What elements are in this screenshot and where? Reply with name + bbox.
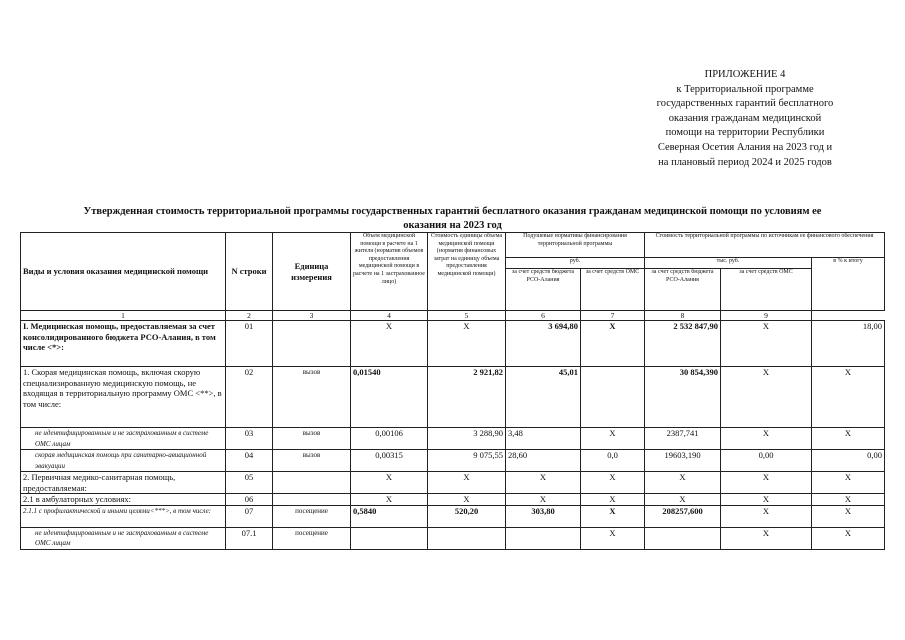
- header-thous-rub: тыс. руб.: [645, 258, 812, 269]
- table-row: [21, 505, 885, 527]
- row-total-oms: X: [721, 367, 812, 428]
- row-volume: 0,00106: [351, 428, 428, 450]
- cost-table: [20, 232, 885, 550]
- row-unit-cost: X: [428, 472, 506, 494]
- row-total-budget: X: [645, 472, 721, 494]
- header-cost: Стоимость территориальной программы по источникам ее финансового обеспечения: [645, 233, 885, 258]
- appendix-line: Северная Осетия Алания на 2023 год и: [657, 141, 833, 153]
- row-oms: X: [581, 472, 645, 494]
- row-total-oms: X: [721, 321, 812, 367]
- row-unit: вызов: [273, 367, 351, 428]
- row-budget: [506, 527, 581, 549]
- row-total-budget: 19603,190: [645, 450, 721, 472]
- row-percent: X: [812, 527, 885, 549]
- row-name: 2.1.1 с профилактической и иными целями<***>, в том числе:: [21, 505, 226, 527]
- document-title: [20, 205, 885, 233]
- appendix-line: государственных гарантий бесплатного: [656, 98, 834, 110]
- col-number: 5: [428, 311, 506, 321]
- row-total-oms: X: [721, 494, 812, 506]
- row-total-budget: [645, 527, 721, 549]
- row-total-budget: X: [645, 494, 721, 506]
- row-unit: посещение: [273, 527, 351, 549]
- row-volume: X: [351, 321, 428, 367]
- appendix-line: оказания гражданам медицинской: [668, 112, 822, 124]
- row-budget: 28,60: [506, 450, 581, 472]
- table-row: [21, 428, 885, 450]
- row-oms: [581, 367, 645, 428]
- row-unit-cost: X: [428, 494, 506, 506]
- row-oms: X: [581, 505, 645, 527]
- col-number: 9: [721, 311, 812, 321]
- appendix-line: к Территориальной программе: [676, 83, 814, 95]
- row-total-oms: X: [721, 505, 812, 527]
- col-number: 4: [351, 311, 428, 321]
- header-budget-total: за счет средств бюджета РСО-Алания: [645, 269, 721, 311]
- col-number: 6: [506, 311, 581, 321]
- header-row-no: N строки: [226, 233, 273, 311]
- row-budget: 45,01: [506, 367, 581, 428]
- row-budget: X: [506, 472, 581, 494]
- row-oms: X: [581, 321, 645, 367]
- row-total-budget: 2 532 847,90: [645, 321, 721, 367]
- row-percent: X: [812, 505, 885, 527]
- row-name: I. Медицинская помощь, предоставляемая за счет консолидированного бюджета РСО-Алания, в том числе <*>:: [21, 321, 226, 367]
- row-budget: X: [506, 494, 581, 506]
- table-row: [21, 367, 885, 428]
- row-budget: 3 694,80: [506, 321, 581, 367]
- row-total-budget: 2387,741: [645, 428, 721, 450]
- appendix-line: на плановый период 2024 и 2025 годов: [658, 156, 832, 168]
- appendix-line: помощи на территории Республики: [665, 127, 825, 139]
- row-oms: X: [581, 428, 645, 450]
- row-budget: 3,48: [506, 428, 581, 450]
- row-budget: 303,80: [506, 505, 581, 527]
- row-no: 05: [226, 472, 273, 494]
- row-no: 07.1: [226, 527, 273, 549]
- header-budget: за счет средств бюджета РСО-Алания: [506, 269, 581, 311]
- col-number: 3: [273, 311, 351, 321]
- row-unit: [273, 494, 351, 506]
- row-volume: X: [351, 494, 428, 506]
- row-percent: 18,00: [812, 321, 885, 367]
- row-volume: 0,01540: [351, 367, 428, 428]
- row-unit-cost: 520,20: [428, 505, 506, 527]
- row-percent: X: [812, 472, 885, 494]
- row-total-oms: X: [721, 472, 812, 494]
- header-pct: в % к итогу: [812, 258, 885, 311]
- table-row: [21, 321, 885, 367]
- row-no: 07: [226, 505, 273, 527]
- row-unit: [273, 472, 351, 494]
- row-name: не идентифицированным и не застрахованным в системе ОМС лицам: [21, 527, 226, 549]
- header-oms: за счет средств ОМС: [581, 269, 645, 311]
- row-oms: 0,0: [581, 450, 645, 472]
- row-total-oms: X: [721, 527, 812, 549]
- row-unit: [273, 321, 351, 367]
- row-oms: X: [581, 494, 645, 506]
- row-name: не идентифицированным и не застрахованным в системе ОМС лицам: [21, 428, 226, 450]
- title-line-2: оказания на 2023 год: [403, 220, 502, 231]
- appendix-block: [620, 68, 870, 170]
- header-rub: руб.: [506, 258, 645, 269]
- table-row: [21, 472, 885, 494]
- row-percent: X: [812, 494, 885, 506]
- table-row: [21, 450, 885, 472]
- header-unit-cost: Стоимость единицы объема медицинской помощи (норматив финансовых затрат на единицу объема предоставления медицинской помощи): [428, 233, 506, 311]
- header-oms-total: за счет средств ОМС: [721, 269, 812, 311]
- title-line-1: Утвержденная стоимость территориальной программы государственных гарантий бесплатного оказания гражданам медицинской помощи по условиям ее: [83, 206, 822, 217]
- row-total-budget: 208257,600: [645, 505, 721, 527]
- appendix-line: ПРИЛОЖЕНИЕ 4: [704, 69, 786, 80]
- row-unit: вызов: [273, 428, 351, 450]
- col-number: 1: [21, 311, 226, 321]
- row-unit-cost: X: [428, 321, 506, 367]
- col-number: 8: [645, 311, 721, 321]
- row-name: 2. Первичная медико-санитарная помощь, предоставляемая:: [21, 472, 226, 494]
- row-percent: X: [812, 367, 885, 428]
- col-number: 7: [581, 311, 645, 321]
- row-name: 2.1 в амбулаторных условиях:: [21, 494, 226, 506]
- row-unit: посещение: [273, 505, 351, 527]
- row-name: 1. Скорая медицинская помощь, включая скорую специализированную медицинскую помощь, не входящая в территориальную программу ОМС <**>, в том числе:: [21, 367, 226, 428]
- row-no: 04: [226, 450, 273, 472]
- row-percent: X: [812, 428, 885, 450]
- row-no: 06: [226, 494, 273, 506]
- table-row: [21, 494, 885, 506]
- row-oms: X: [581, 527, 645, 549]
- row-total-oms: 0,00: [721, 450, 812, 472]
- row-unit-cost: [428, 527, 506, 549]
- row-unit: вызов: [273, 450, 351, 472]
- row-volume: 0,5840: [351, 505, 428, 527]
- header-volume: Объем медицинской помощи в расчете на 1 жителя (норматив объемов предоставления медицинской помощи в расчете на 1 застрахованное лицо): [351, 233, 428, 311]
- row-percent: 0,00: [812, 450, 885, 472]
- row-no: 02: [226, 367, 273, 428]
- col-number: 2: [226, 311, 273, 321]
- row-no: 03: [226, 428, 273, 450]
- row-volume: X: [351, 472, 428, 494]
- table-row: [21, 527, 885, 549]
- row-volume: [351, 527, 428, 549]
- row-no: 01: [226, 321, 273, 367]
- row-name: скорая медицинская помощь при санитарно-авиационной эвакуации: [21, 450, 226, 472]
- row-total-budget: 30 854,390: [645, 367, 721, 428]
- row-total-oms: X: [721, 428, 812, 450]
- row-unit-cost: 9 075,55: [428, 450, 506, 472]
- row-unit-cost: 3 288,90: [428, 428, 506, 450]
- header-unit: Единица измерения: [273, 233, 351, 311]
- header-types: Виды и условия оказания медицинской помощи: [21, 233, 226, 311]
- row-volume: 0,00315: [351, 450, 428, 472]
- header-per-capita: Подушевые нормативы финансирования территориальной программы: [506, 233, 645, 258]
- row-unit-cost: 2 921,82: [428, 367, 506, 428]
